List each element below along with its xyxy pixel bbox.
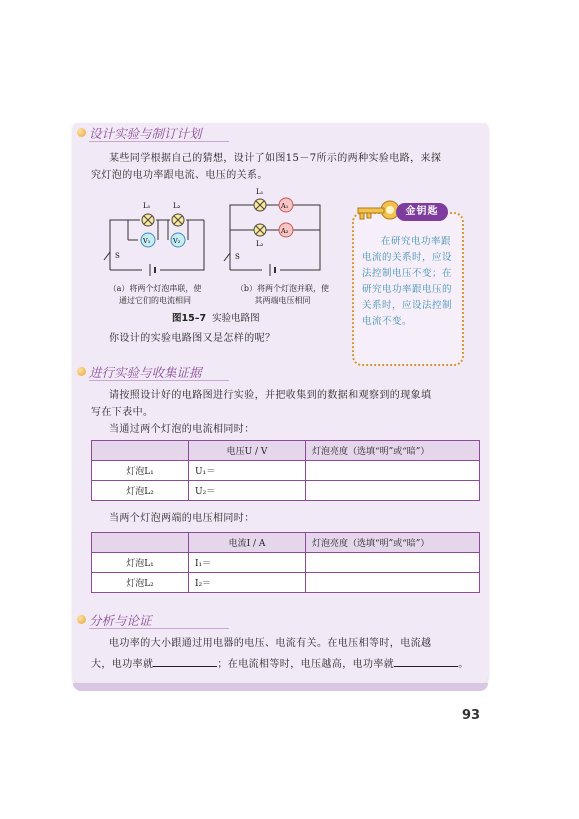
table-voltage bbox=[91, 440, 480, 501]
section-rule bbox=[89, 628, 229, 629]
key-icon bbox=[354, 196, 400, 226]
section-rule bbox=[89, 380, 229, 381]
table-row bbox=[92, 553, 480, 573]
table-row bbox=[92, 481, 480, 501]
label-L1: L₁ bbox=[143, 202, 151, 210]
paragraph-line: 电功率的大小跟通过用电器的电压、电流有关。在电压相等时，电流越 bbox=[109, 638, 432, 649]
case-text: 当两个灯泡两端的电压相同时： bbox=[109, 513, 255, 524]
fill-in-sentence: 大，电功率就 ；在电流相等时，电压越高，电功率就 。 bbox=[91, 655, 469, 670]
label-A2: A₂ bbox=[281, 227, 289, 235]
table-cell: U₁＝ bbox=[189, 461, 306, 481]
label-V2: V₂ bbox=[173, 237, 181, 245]
table-input-cell[interactable] bbox=[306, 461, 480, 481]
table-current bbox=[91, 532, 480, 593]
section-title-analysis: 分析与论证 bbox=[89, 613, 152, 628]
label-V1: V₁ bbox=[143, 237, 151, 245]
section-bullet-icon bbox=[77, 128, 86, 137]
table-cell: 电压U / V bbox=[189, 441, 306, 461]
paragraph-line: 究灯泡的电功率跟电流、电压的关系。 bbox=[91, 170, 268, 181]
section-rule bbox=[89, 141, 229, 142]
section-title-design: 设计实验与制订计划 bbox=[89, 126, 202, 141]
table-input-cell[interactable] bbox=[306, 481, 480, 501]
table-header-row bbox=[92, 533, 480, 553]
table-cell bbox=[92, 441, 189, 461]
table-cell: 灯泡L₁ bbox=[92, 461, 189, 481]
figure-caption-b: （b）将两个灯泡并联，使 其两端电压相同 bbox=[235, 284, 330, 305]
label-A1: A₁ bbox=[281, 202, 289, 210]
figure-title: 图15–7 实验电路图 bbox=[172, 313, 260, 324]
fill-blank-2[interactable] bbox=[394, 656, 458, 667]
golden-key-text: 在研究电功率跟电流的关系时，应设法控制电压不变；在研究电功率跟电压的关系时，应设法控制电流不变。 bbox=[362, 236, 453, 327]
circuit-diagram-parallel bbox=[220, 185, 340, 280]
page-number: 93 bbox=[462, 708, 481, 723]
case-text: 当通过两个灯泡的电流相同时： bbox=[109, 424, 255, 435]
figure-caption-a: （a）将两个灯泡串联，使 通过它们的电流相同 bbox=[108, 284, 202, 305]
section-bullet-icon bbox=[77, 615, 86, 624]
fill-blank-1[interactable] bbox=[153, 656, 217, 667]
label-S: S bbox=[235, 253, 240, 261]
table-cell: 灯泡L₁ bbox=[92, 553, 189, 573]
table-cell: 灯泡L₂ bbox=[92, 573, 189, 593]
table-row bbox=[92, 461, 480, 481]
table-cell: 灯泡亮度（选填“明”或“暗”） bbox=[306, 533, 480, 553]
paragraph-line: 写在下表中。 bbox=[91, 407, 154, 418]
table-header-row bbox=[92, 441, 480, 461]
label-L2: L₂ bbox=[256, 240, 264, 248]
table-input-cell[interactable] bbox=[306, 553, 480, 573]
circuit-diagram-series bbox=[100, 190, 215, 280]
section-title-experiment: 进行实验与收集证据 bbox=[89, 365, 202, 380]
table-cell: U₂＝ bbox=[189, 481, 306, 501]
section-bullet-icon bbox=[77, 367, 86, 376]
table-cell: 电流I / A bbox=[189, 533, 306, 553]
table-input-cell[interactable] bbox=[306, 573, 480, 593]
label-S: S bbox=[115, 252, 120, 260]
table-cell: I₂＝ bbox=[189, 573, 306, 593]
table-cell: 灯泡亮度（选填“明”或“暗”） bbox=[306, 441, 480, 461]
panel-bottom-edge bbox=[73, 683, 488, 691]
label-L1: L₁ bbox=[256, 188, 264, 196]
table-cell: I₁＝ bbox=[189, 553, 306, 573]
golden-key-badge: 金钥匙 bbox=[396, 203, 448, 221]
paragraph-line: 请按照设计好的电路图进行实验，并把收集到的数据和观察到的现象填 bbox=[109, 390, 432, 401]
label-L2: L₂ bbox=[173, 202, 181, 210]
table-cell: 灯泡L₂ bbox=[92, 481, 189, 501]
paragraph-line: 某些同学根据自己的猜想，设计了如图15－7所示的两种实验电路，来探 bbox=[109, 153, 442, 164]
table-row bbox=[92, 573, 480, 593]
question-text: 你设计的实验电路图又是怎样的呢？ bbox=[109, 333, 276, 344]
table-cell bbox=[92, 533, 189, 553]
